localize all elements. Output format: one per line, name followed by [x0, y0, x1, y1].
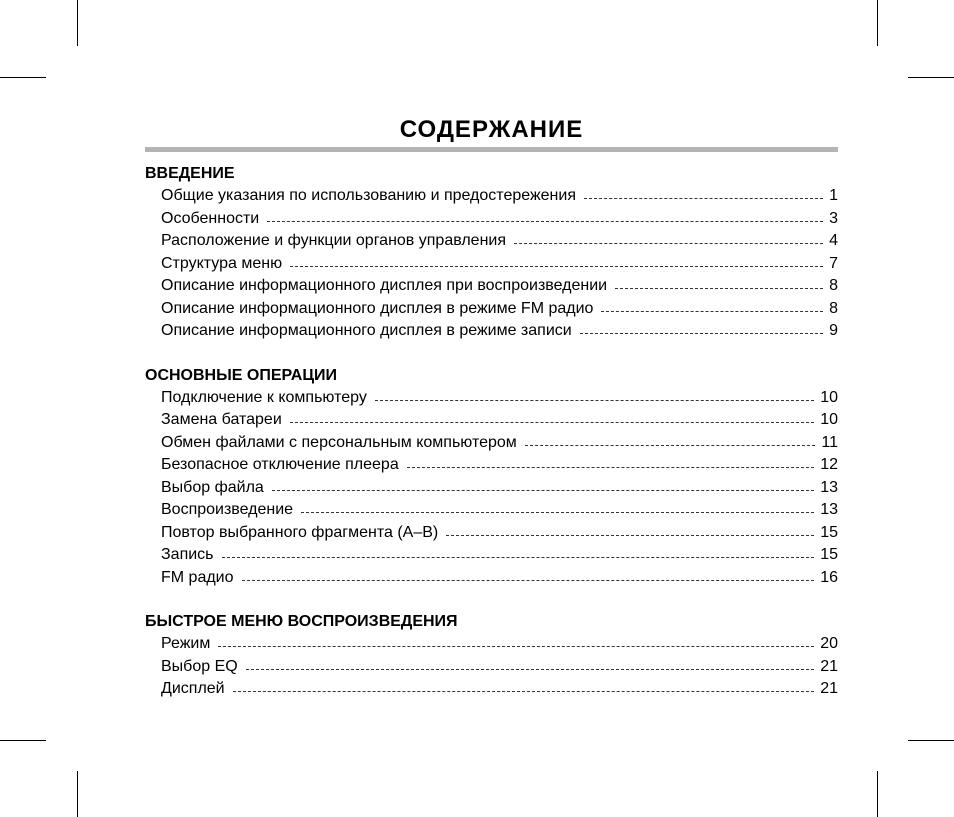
section-heading: БЫСТРОЕ МЕНЮ ВОСПРОИЗВЕДЕНИЯ	[145, 613, 458, 630]
section-heading: ОСНОВНЫЕ ОПЕРАЦИИ	[145, 366, 338, 384]
toc-entry[interactable]	[145, 298, 838, 321]
toc-entry[interactable]	[145, 477, 838, 500]
dot-leader	[301, 512, 814, 513]
toc-entry[interactable]	[145, 499, 838, 522]
dot-leader	[601, 311, 823, 312]
dot-leader	[218, 646, 814, 647]
toc-entry-page: 16	[820, 568, 838, 586]
dot-leader	[525, 445, 816, 446]
crop-mark-bottom-left-vertical	[77, 771, 78, 817]
toc-entry[interactable]	[145, 320, 838, 343]
toc-entry[interactable]	[145, 567, 838, 590]
toc-entry[interactable]	[145, 544, 838, 567]
table-of-contents	[145, 163, 838, 701]
toc-entry-page: 21	[820, 680, 838, 697]
toc-entry-label: Режим	[161, 635, 211, 652]
toc-entry-label: Замена батареи	[161, 411, 282, 428]
toc-entry[interactable]	[145, 185, 838, 208]
toc-entry[interactable]	[145, 454, 838, 477]
dot-leader	[580, 333, 823, 334]
toc-entry-label: Структура меню	[161, 254, 283, 272]
toc-entry-page: 11	[821, 433, 838, 451]
toc-entry-label: Расположение и функции органов управления	[161, 232, 507, 249]
toc-entry-page: 4	[829, 232, 838, 249]
toc-entry-label: Повтор выбранного фрагмента (A–B)	[161, 523, 439, 541]
crop-mark-top-right-vertical	[877, 0, 878, 46]
toc-entry[interactable]	[145, 208, 838, 231]
toc-entry-page: 15	[820, 523, 838, 541]
dot-leader	[290, 266, 823, 267]
toc-entry[interactable]	[145, 230, 838, 253]
toc-entry-label: Обмен файлами с персональным компьютером	[161, 433, 517, 451]
toc-entry[interactable]	[145, 633, 838, 656]
toc-entry-label: Особенности	[161, 209, 260, 227]
dot-leader	[584, 198, 823, 199]
crop-mark-bottom-left-horizontal	[0, 740, 46, 741]
toc-entry-label: Описание информационного дисплея при воспроизведении	[161, 277, 608, 294]
toc-entry[interactable]	[145, 656, 838, 679]
toc-entry-page: 21	[820, 657, 838, 675]
toc-entry-page: 8	[829, 299, 838, 317]
dot-leader	[446, 535, 814, 536]
dot-leader	[246, 669, 815, 670]
toc-entry-page: 7	[829, 254, 838, 272]
toc-entry[interactable]	[145, 522, 838, 545]
toc-entry-page: 8	[829, 277, 838, 294]
toc-entry[interactable]	[145, 678, 838, 701]
toc-entry-page: 12	[820, 456, 838, 473]
dot-leader	[272, 490, 814, 491]
section-spacer	[145, 343, 838, 365]
dot-leader	[290, 422, 814, 423]
title-rule	[145, 147, 838, 152]
toc-entry-label: Общие указания по использованию и предостережения	[161, 187, 576, 204]
dot-leader	[514, 243, 823, 244]
toc-entry-page: 15	[820, 546, 838, 563]
toc-entry-label: FM радио	[161, 568, 234, 586]
toc-entry-label: Дисплей	[161, 680, 225, 697]
toc-entry-label: Описание информационного дисплея в режиме записи	[161, 322, 572, 339]
toc-entry-page: 13	[820, 478, 838, 496]
crop-mark-top-right-horizontal	[908, 77, 954, 78]
toc-entry-label: Выбор файла	[161, 478, 264, 496]
toc-entry-label: Безопасное отключение плеера	[161, 456, 399, 473]
toc-entry-label: Описание информационного дисплея в режиме FM радио	[161, 299, 594, 317]
toc-entry-page: 20	[820, 635, 838, 652]
toc-entry[interactable]	[145, 409, 838, 432]
toc-entry-label: Воспроизведение	[161, 501, 294, 518]
dot-leader	[222, 557, 815, 558]
section-heading: ВВЕДЕНИЕ	[145, 165, 235, 182]
toc-entry[interactable]	[145, 387, 838, 410]
crop-mark-top-left-vertical	[77, 0, 78, 46]
dot-leader	[233, 691, 815, 692]
toc-entry-page: 1	[829, 187, 838, 204]
toc-entry-label: Запись	[161, 546, 214, 563]
dot-leader	[242, 580, 815, 581]
dot-leader	[407, 467, 814, 468]
toc-entry[interactable]	[145, 275, 838, 298]
toc-entry-label: Выбор EQ	[161, 657, 238, 675]
toc-entry[interactable]	[145, 253, 838, 276]
crop-mark-top-left-horizontal	[0, 77, 46, 78]
crop-mark-bottom-right-vertical	[877, 771, 878, 817]
toc-entry-page: 3	[829, 209, 838, 227]
dot-leader	[615, 288, 823, 289]
dot-leader	[375, 400, 814, 401]
toc-entry-page: 9	[829, 322, 838, 339]
toc-entry-page: 10	[820, 388, 838, 406]
toc-entry-label: Подключение к компьютеру	[161, 388, 367, 406]
page-title: СОДЕРЖАНИЕ	[399, 116, 584, 143]
dot-leader	[267, 221, 823, 222]
crop-mark-bottom-right-horizontal	[908, 740, 954, 741]
toc-entry[interactable]	[145, 432, 838, 455]
toc-entry-page: 10	[820, 411, 838, 428]
toc-entry-page: 13	[820, 501, 838, 518]
section-spacer	[145, 589, 838, 611]
